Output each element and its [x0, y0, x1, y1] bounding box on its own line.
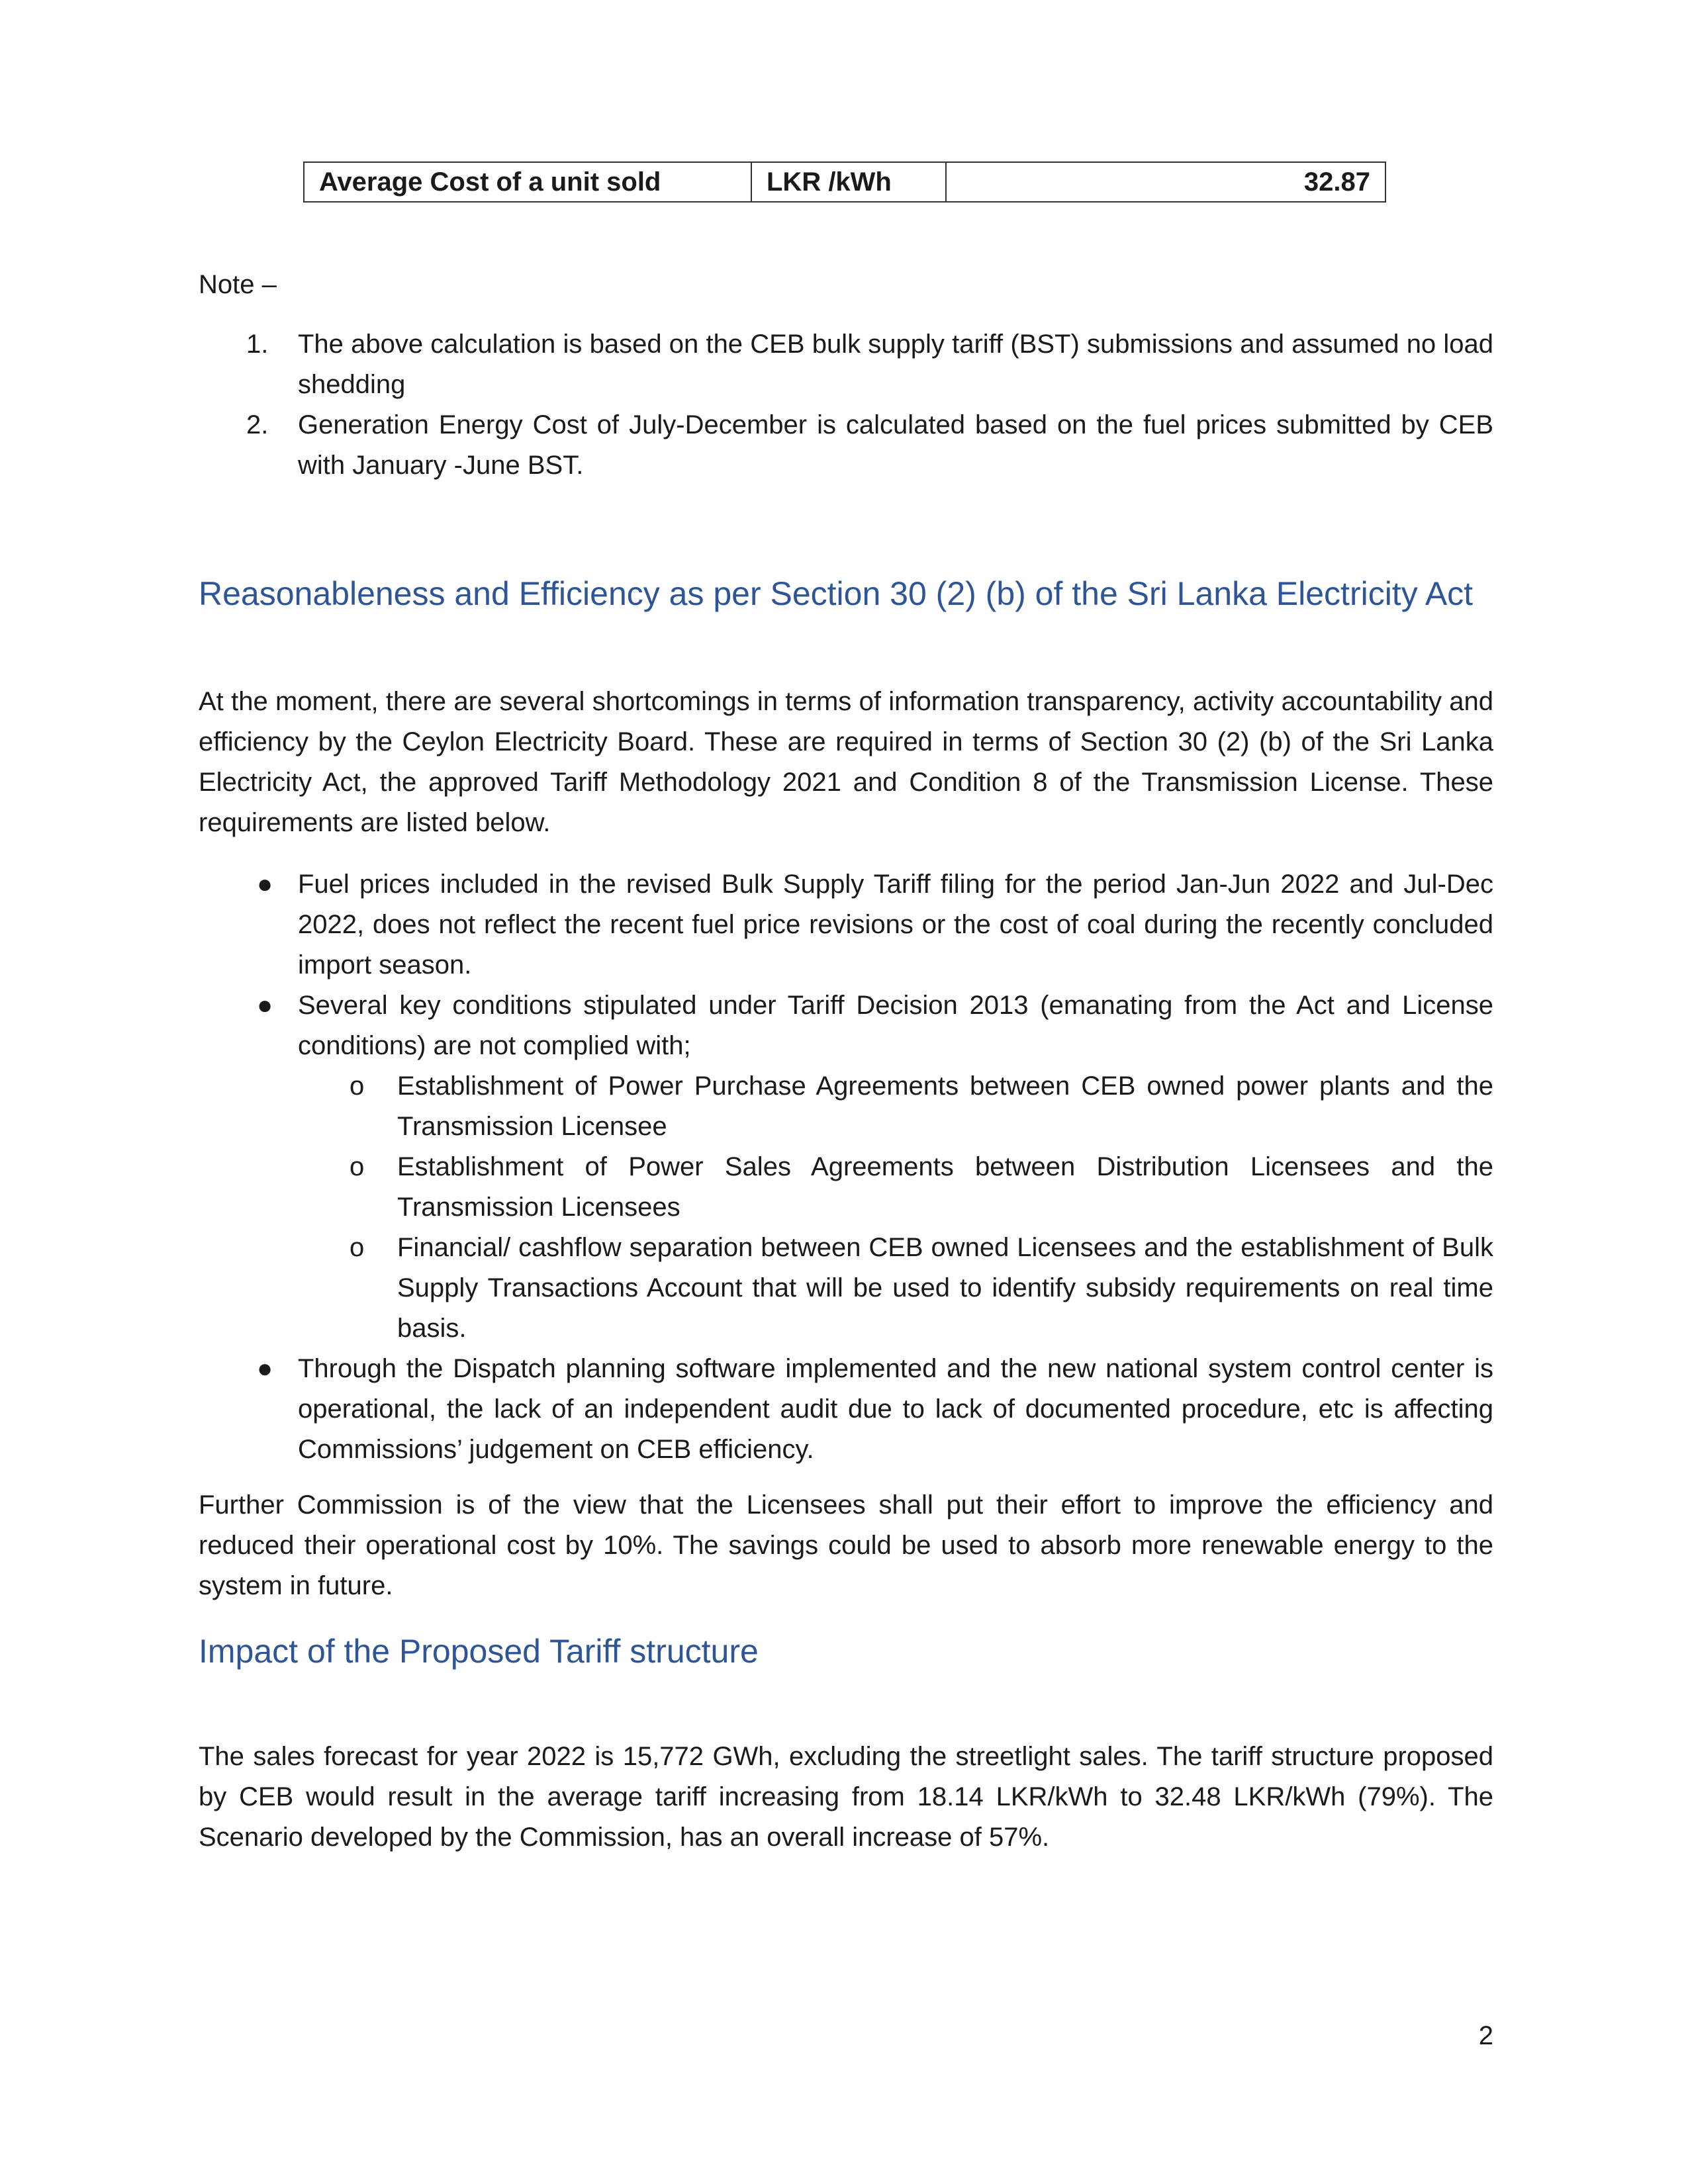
- hollow-circle-icon: o: [350, 1233, 365, 1262]
- note-label: Note –: [199, 270, 277, 299]
- note-list: [199, 324, 1493, 486]
- hollow-circle-icon: o: [350, 1152, 365, 1181]
- sub-bullet-item-2: [199, 1147, 1493, 1228]
- table-row: [304, 162, 1385, 202]
- average-cost-table: [303, 161, 1386, 203]
- intro-paragraph: At the moment, there are several shortcomings in terms of information transparency, activity accountability and efficiency by the Ceylon Electricity Board. These are required in terms of Section 30 (2) (b) of the Sri Lanka Electricity Act, the approved Tariff Methodology 2021 and Condition 8 of the Transmission License. These requirements are listed below.: [199, 687, 1493, 837]
- section-heading-reasonableness: Reasonableness and Efficiency as per Section 30 (2) (b) of the Sri Lanka Electricity Act: [199, 575, 1474, 612]
- bullet-text: Fuel prices included in the revised Bulk Supply Tariff filing for the period Jan-Jun 2022 and Jul-Dec 2022, does not reflect the recent fuel price revisions or the cost of coal during the recently concluded import season.: [298, 870, 1493, 979]
- impact-paragraph: The sales forecast for year 2022 is 15,772 GWh, excluding the streetlight sales. The tariff structure proposed by CEB would result in the average tariff increasing from 18.14 LKR/kWh to 32.48 LKR/kWh (79%). The Scenario developed by the Commission, has an overall increase of 57%.: [199, 1742, 1493, 1852]
- note-item-text: The above calculation is based on the CEB bulk supply tariff (BST) submissions and assumed no load shedding: [298, 330, 1493, 399]
- cost-value-cell: 32.87: [946, 162, 1385, 202]
- cost-label-cell: Average Cost of a unit sold: [304, 162, 751, 202]
- list-number: 2.: [246, 410, 269, 439]
- sub-bullet-text: Establishment of Power Purchase Agreements between CEB owned power plants and the Transmission Licensee: [397, 1071, 1493, 1141]
- bullet-text: Several key conditions stipulated under Tariff Decision 2013 (emanating from the Act and License conditions) are not complied with;: [298, 991, 1493, 1060]
- bullet-icon: ●: [257, 870, 273, 899]
- note-item-1: [199, 324, 1493, 405]
- bullet-text: Through the Dispatch planning software implemented and the new national system control center is operational, the lack of an independent audit due to lack of documented procedure, etc is affecting Commissions’ judgement on CEB efficiency.: [298, 1354, 1493, 1464]
- requirements-list: [199, 864, 1493, 1470]
- hollow-circle-icon: o: [350, 1071, 365, 1101]
- page-number: 2: [1478, 2021, 1493, 2050]
- note-item-2: [199, 405, 1493, 486]
- bullet-icon: ●: [257, 1354, 273, 1383]
- cost-unit-cell: LKR /kWh: [751, 162, 946, 202]
- bullet-icon: ●: [257, 991, 273, 1020]
- closing-paragraph: Further Commission is of the view that the Licensees shall put their effort to improve the efficiency and reduced their operational cost by 10%. The savings could be used to absorb more renewable energy to the system in future.: [199, 1490, 1493, 1600]
- section-heading-impact: Impact of the Proposed Tariff structure: [199, 1633, 759, 1670]
- bullet-item-3: [199, 1349, 1493, 1470]
- sub-bullet-item-1: [199, 1066, 1493, 1147]
- sub-bullet-item-3: [199, 1228, 1493, 1349]
- sub-bullet-text: Financial/ cashflow separation between CEB owned Licensees and the establishment of Bulk Supply Transactions Account that will be used to identify subsidy requirements on real time basis.: [397, 1233, 1493, 1343]
- note-item-text: Generation Energy Cost of July-December is calculated based on the fuel prices submitted by CEB with January -June BST.: [298, 410, 1493, 480]
- bullet-item-2: [199, 985, 1493, 1066]
- list-number: 1.: [246, 330, 269, 359]
- bullet-item-1: [199, 864, 1493, 985]
- sub-bullet-text: Establishment of Power Sales Agreements between Distribution Licensees and the Transmission Licensees: [397, 1152, 1493, 1222]
